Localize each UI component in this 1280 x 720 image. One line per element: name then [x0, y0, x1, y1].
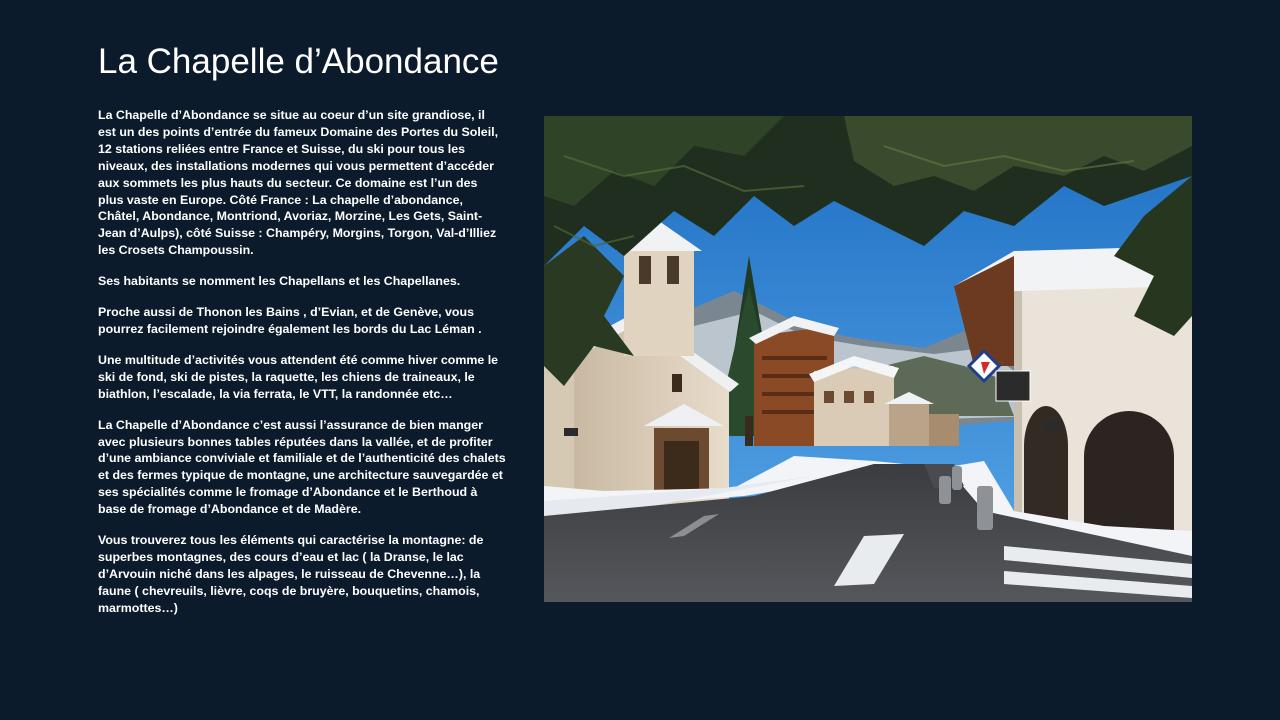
- paragraph-proximite: Proche aussi de Thonon les Bains , d’Evian, et de Genève, vous pourrez facilement rejoindre également les bords du Lac Léman .: [98, 305, 482, 336]
- paragraph-gastronomie: La Chapelle d’Abondance c’est aussi l’assurance de bien manger avec plusieurs bonnes tables réputées dans la vallée, et de profiter d’une ambiance conviviale et familiale et de l’authenticité des chalets et des fermes typique de montagne, une architecture sauvegardée et ses spécialités comme le fromage d’Abondance et le Berthoud à base de fromage d’Abondance et de Madère.: [98, 417, 506, 517]
- paragraph-domaine: La Chapelle d’Abondance se situe au coeur d’un site grandiose, il est un des points d’entrée du fameux Domaine des Portes du Soleil, 12 stations reliées entre France et Suisse, du ski pour tous les niveaux, des installations modernes qui vous permettent d’accéder aux sommets les plus hauts du secteur. Ce domaine est l’un des plus vaste en Europe. Côté France : La chapelle d’abondance, Châtel, Abondance, Montriond, Avoriaz, Morzine, Les Gets, Saint-Jean d’Aulps), côté Suisse : Champéry, Morgins, Torgon, Val-d’Illiez les Crosets Champoussin.: [98, 108, 499, 258]
- village-street-photo: [544, 116, 1192, 602]
- slide-body-text: [98, 107, 506, 631]
- slide-title: La Chapelle d’Abondance: [98, 42, 499, 81]
- paragraph-nature: Vous trouverez tous les éléments qui caractérise la montagne: de superbes montagnes, des cours d’eau et lac ( la Dranse, le lac d’Arvouin niché dans les alpages, le ruisseau de Chevenne…), la faune ( chevreuils, lièvre, coqs de bruyère, bouquetins, chamois, marmottes…): [98, 533, 484, 615]
- paragraph-habitants: Ses habitants se nomment les Chapellans et les Chapellanes.: [98, 274, 461, 289]
- paragraph-activites: Une multitude d’activités vous attendent été comme hiver comme le ski de fond, ski de pistes, la raquette, les chiens de traineaux, le biathlon, l’escalade, la via ferrata, le VTT, la randonnée etc…: [98, 352, 499, 401]
